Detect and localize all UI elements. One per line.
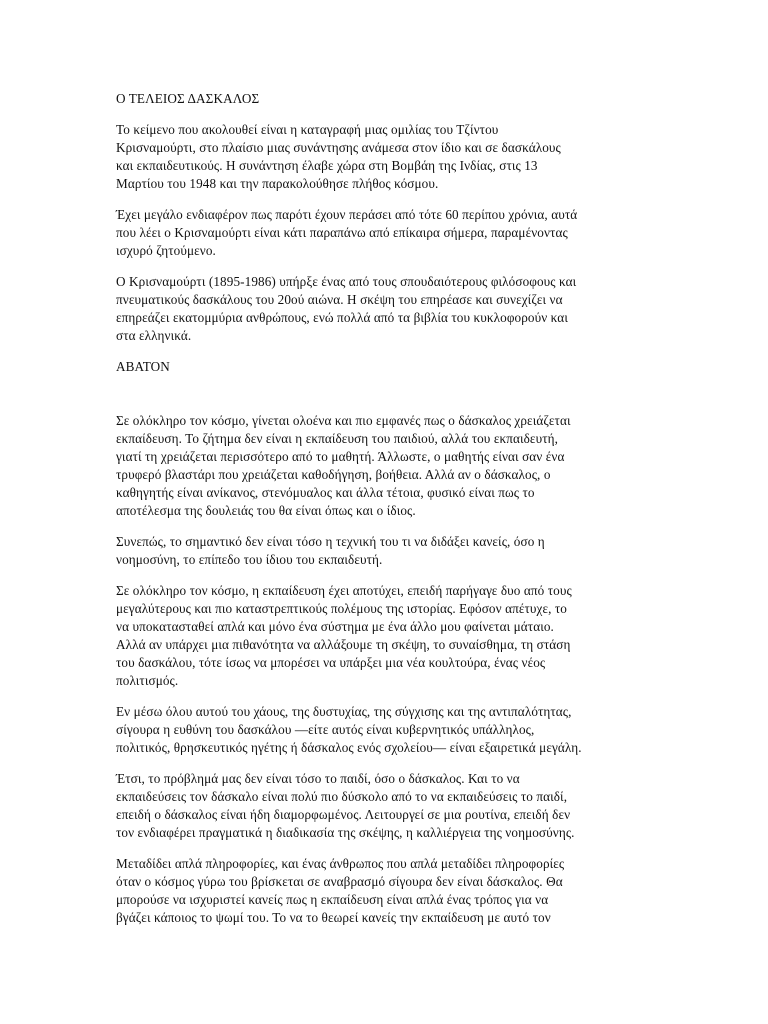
text-line: ισχυρό ζητούμενο. [116, 243, 216, 258]
document-content [116, 90, 636, 940]
text-line: μπορούσε να ισχυριστεί κανείς πως η εκπαίδευση είναι απλά ένας τρόπος για να [116, 892, 549, 907]
text-line: τρυφερό βλαστάρι που χρειάζεται καθοδήγηση, βοήθεια. Αλλά αν ο δάσκαλος, ο [116, 467, 551, 482]
text-line: σίγουρα η ευθύνη του δασκάλου —είτε αυτός είναι κυβερνητικός υπάλληλος, [116, 722, 535, 737]
body-paragraph-6 [116, 855, 636, 927]
text-line: Το κείμενο που ακολουθεί είναι η καταγραφή μιας ομιλίας του Τζίντου [116, 122, 499, 137]
text-line: όταν ο κόσμος γύρω του βρίσκεται σε αναβρασμό σίγουρα δεν είναι δάσκαλος. Θα [116, 874, 563, 889]
text-line: επηρεάζει εκατομμύρια ανθρώπους, ενώ πολλά από τα βιβλία του κυκλοφορούν και [116, 310, 568, 325]
text-line: Συνεπώς, το σημαντικό δεν είναι τόσο η τεχνική του τι να διδάξει κανείς, όσο η [116, 534, 545, 549]
body-paragraph-4 [116, 703, 636, 757]
intro-paragraph-3 [116, 273, 636, 345]
text-line: στα ελληνικά. [116, 328, 192, 343]
text-line: νοημοσύνη, το επίπεδο του ίδιου του εκπαιδευτή. [116, 552, 383, 567]
text-line: Ο Κρισναμούρτι (1895-1986) υπήρξε ένας από τους σπουδαιότερους φιλόσοφους και [116, 274, 577, 289]
text-line: γιατί τη χρειάζεται περισσότερο από το μαθητή. Άλλωστε, ο μαθητής είναι σαν ένα [116, 449, 565, 464]
text-line: πολιτισμός. [116, 673, 179, 688]
text-line: Μεταδίδει απλά πληροφορίες, και ένας άνθρωπος που απλά μεταδίδει πληροφορίες [116, 856, 565, 871]
body-paragraph-1 [116, 412, 636, 520]
text-line: μεγαλύτερους και πιο καταστρεπτικούς πολέμους της ιστορίας. Εφόσον απέτυχε, το [116, 601, 567, 616]
text-line: του δασκάλου, τότε ίσως να μπορέσει να υπάρξει μια νέα κουλτούρα, ένας νέος [116, 655, 546, 670]
text-line: τον ενδιαφέρει πραγματικά η διαδικασία της σκέψης, η καλλιέργεια της νοημοσύνης. [116, 825, 575, 840]
text-line: και εκπαιδευτικούς. Η συνάντηση έλαβε χώρα στη Βομβάη της Ινδίας, στις 13 [116, 158, 538, 173]
text-line: εκπαίδευση. Το ζήτημα δεν είναι η εκπαίδευση του παιδιού, αλλά του εκπαιδευτή, [116, 431, 558, 446]
text-line: Αλλά αν υπάρχει μια πιθανότητα να αλλάξουμε τη σκέψη, το συναίσθημα, τη στάση [116, 637, 571, 652]
text-line: Σε ολόκληρο τον κόσμο, η εκπαίδευση έχει αποτύχει, επειδή παρήγαγε δυο από τους [116, 583, 572, 598]
text-line: Έχει μεγάλο ενδιαφέρον πως παρότι έχουν περάσει από τότε 60 περίπου χρόνια, αυτά [116, 207, 578, 222]
text-line: Μαρτίου του 1948 και την παρακολούθησε πλήθος κόσμου. [116, 176, 439, 191]
intro-paragraph-2 [116, 206, 636, 260]
body-paragraph-3 [116, 582, 636, 690]
intro-paragraph-1 [116, 121, 636, 193]
section-heading: ΑΒΑΤΟΝ [116, 359, 170, 374]
text-line: πνευματικούς δασκάλους του 20ού αιώνα. Η σκέψη του επηρέασε και συνεχίζει να [116, 292, 563, 307]
body-paragraph-2 [116, 533, 636, 569]
text-line: βγάζει κάποιος το ψωμί του. Το να το θεωρεί κανείς την εκπαίδευση με αυτό τον [116, 910, 551, 925]
text-line: που λέει ο Κρισναμούρτι είναι κάτι παραπάνω από επίκαιρα σήμερα, παραμένοντας [116, 225, 568, 240]
text-line: Έτσι, το πρόβλημά μας δεν είναι τόσο το παιδί, όσο ο δάσκαλος. Και το να [116, 771, 520, 786]
text-line: επειδή ο δάσκαλος είναι ήδη διαμορφωμένος. Λειτουργεί σε μια ρουτίνα, επειδή δεν [116, 807, 571, 822]
text-line: Εν μέσω όλου αυτού του χάους, της δυστυχίας, της σύγχισης και της αντιπαλότητας, [116, 704, 572, 719]
text-line: αποτέλεσμα της δουλειάς του θα είναι όπως και ο ίδιος. [116, 503, 416, 518]
document-title: Ο ΤΕΛΕΙΟΣ ΔΑΣΚΑΛΟΣ [116, 91, 260, 106]
text-line: Κρισναμούρτι, στο πλαίσιο μιας συνάντησης ανάμεσα στον ίδιο και σε δασκάλους [116, 140, 561, 155]
text-line: εκπαιδεύσεις τον δάσκαλο είναι πολύ πιο δύσκολο από το να εκπαιδεύσεις το παιδί, [116, 789, 568, 804]
text-line: να υποκατασταθεί απλά και μόνο ένα σύστημα με ένα άλλο μου φαίνεται μάταιο. [116, 619, 554, 634]
text-line: πολιτικός, θρησκευτικός ηγέτης ή δάσκαλος ενός σχολείου— είναι εξαιρετικά μεγάλη. [116, 740, 582, 755]
text-line: Σε ολόκληρο τον κόσμο, γίνεται ολοένα και πιο εμφανές πως ο δάσκαλος χρειάζεται [116, 413, 571, 428]
text-line: καθηγητής είναι ανίκανος, στενόμυαλος και άλλα τέτοια, φυσικό είναι πως το [116, 485, 535, 500]
body-paragraph-5 [116, 770, 636, 842]
